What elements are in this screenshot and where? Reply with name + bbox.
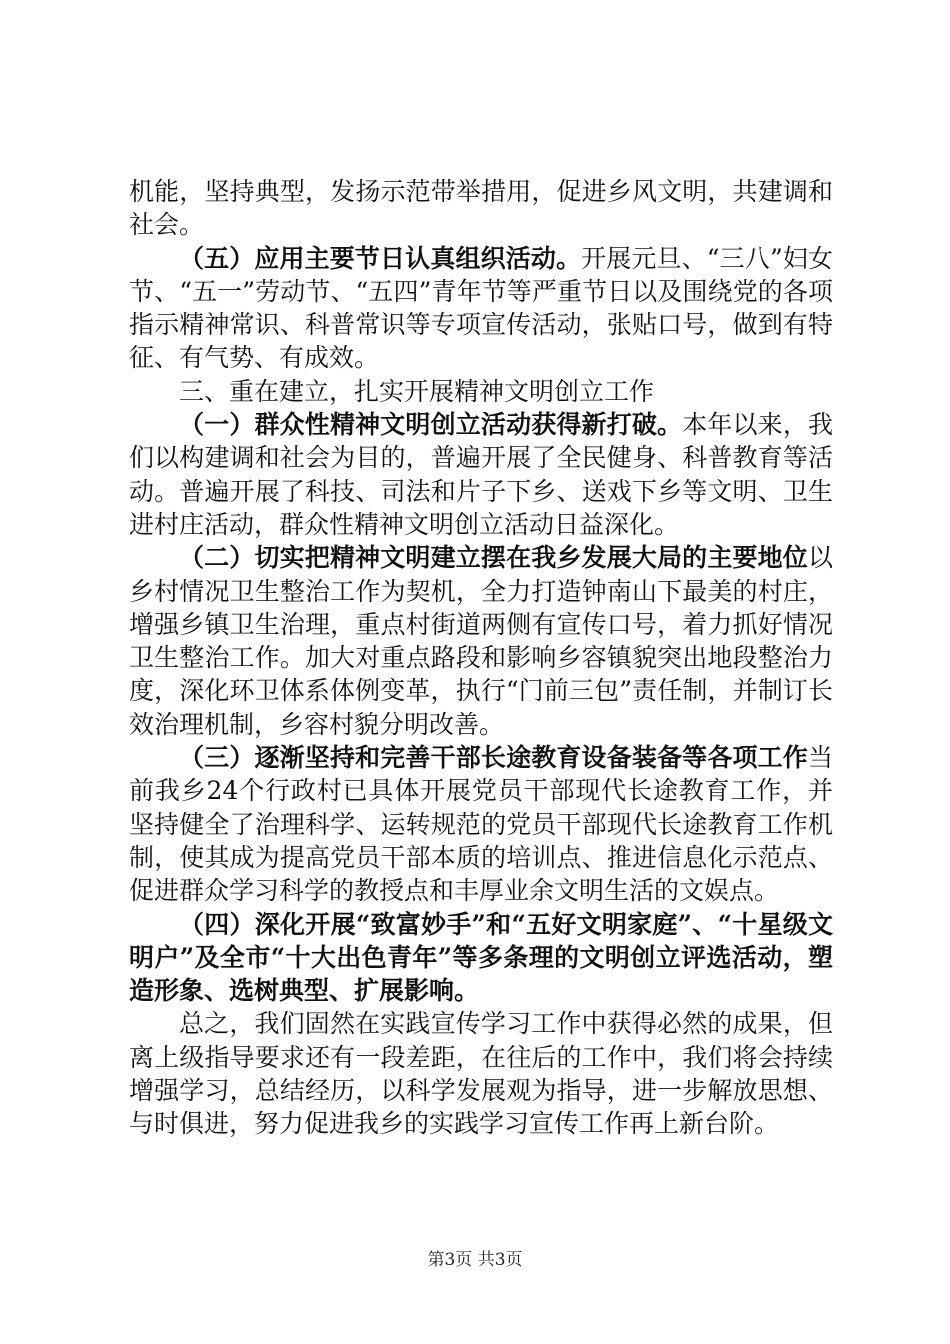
paragraph-item-1 xyxy=(129,408,833,541)
page-number-label: 第3页 共3页 xyxy=(427,1250,523,1270)
paragraph-continuation xyxy=(129,175,833,242)
paragraph-item-3 xyxy=(129,741,833,907)
document-body xyxy=(129,175,833,1141)
heading-text: 三、重在建立，扎实开展精神文明创立工作 xyxy=(179,376,655,406)
page-footer xyxy=(0,1245,950,1270)
paragraph-text: 开展元旦、“三八”妇女节、“五一”劳动节、“五四”青年节等严重节日以及围绕党的各项指示精神常识、科普常识等专项宣传活动，张贴口号，做到有特征、有气势、有成效。 xyxy=(129,243,833,373)
paragraph-text: 当前我乡24个行政村已具体开展党员干部现代长途教育工作，并坚持健全了治理科学、运转规范的党员干部现代长途教育工作机制，使其成为提高党员干部本质的培训点、推进信息化示范点、促进群众学习科学的教授点和丰厚业余文明生活的文娱点。 xyxy=(129,743,833,906)
paragraph-item-4 xyxy=(129,908,833,1008)
paragraph-item-2 xyxy=(129,541,833,741)
paragraph-text: 总之，我们固然在实践宣传学习工作中获得必然的成果，但离上级指导要求还有一段差距，在往后的工作中，我们将会持续增强学习，总结经历，以科学发展观为指导，进一步解放思想、与时俱进，努力促进我乡的实践学习宣传工作再上新台阶。 xyxy=(129,1009,833,1139)
paragraph-lead: （三）逐渐坚持和完善干部长途教育设备装备等各项工作 xyxy=(179,743,808,773)
paragraph-text: 以乡村情况卫生整治工作为契机，全力打造钟南山下最美的村庄，增强乡镇卫生治理，重点村街道两侧有宣传口号，着力抓好情况卫生整治工作。加大对重点路段和影响乡容镇貌突出地段整治力度，深化环卫体系体例变革，执行“门前三包”责任制，并制订长效治理机制，乡容村貌分明改善。 xyxy=(129,543,833,739)
paragraph-text: 本年以来，我们以构建调和社会为目的，普遍开展了全民健身、科普教育等活动。普遍开展了科技、司法和片子下乡、送戏下乡等文明、卫生进村庄活动，群众性精神文明创立活动日益深化。 xyxy=(129,410,833,539)
paragraph-text: 机能，坚持典型，发扬示范带举措用，促进乡风文明，共建调和社会。 xyxy=(129,177,833,240)
paragraph-item-5 xyxy=(129,242,833,375)
paragraph-lead: （一）群众性精神文明创立活动获得新打破。 xyxy=(179,410,683,440)
paragraph-conclusion xyxy=(129,1007,833,1140)
section-heading-3 xyxy=(129,375,833,408)
paragraph-lead: （二）切实把精神文明建立摆在我乡发展大局的主要地位 xyxy=(179,543,808,573)
paragraph-lead: （五）应用主要节日认真组织活动。 xyxy=(179,243,582,273)
paragraph-text: （四）深化开展“致富妙手”和“五好文明家庭”、“十星级文明户”及全市“十大出色青年”等多条理的文明创立评选活动，塑造形象、选树典型、扩展影响。 xyxy=(129,909,833,1006)
